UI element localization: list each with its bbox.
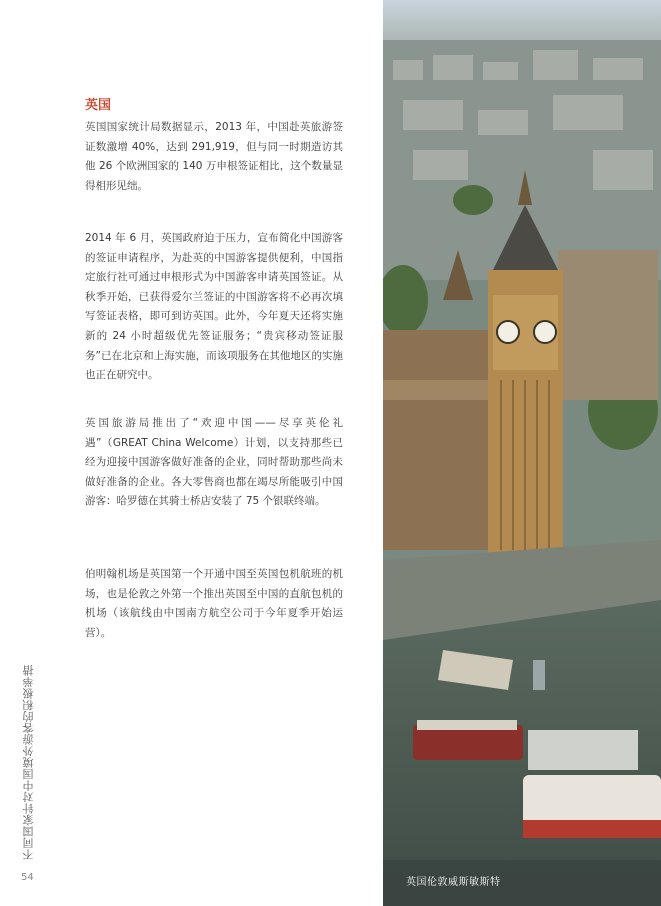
paragraph-birmingham-airport: 伯明翰机场是英国第一个开通中国至英国包机航班的机场，也是伦敦之外第一个推出英国至中国的直航包机的机场（该航线由中国南方航空公司于今年夏季开始运营）。 — [85, 568, 343, 639]
photo-caption: 英国伦敦威斯敏斯特 — [406, 877, 501, 888]
page-number: 54 — [21, 872, 34, 883]
westminster-photo — [383, 0, 661, 906]
paragraph-visa-simplification: 2014 年 6 月，英国政府迫于压力，宣布简化中国游客的签证申请程序，为赴英的中国游客提供便利，中国指定旅行社可通过申根形式为中国游客申请英国签证。从秋季开始，已获得爱尔兰签证的中国游客将不必再次填写签证表格，即可到访英国。此外，今年夏天还将实施新的 24 小时超级优先签证服务；“贵宾移动签证服务”已在北京和上海实施，而该项服务在其他地区的实施也正在研究中。 — [85, 232, 343, 382]
paragraph-great-china-welcome: 英国旅游局推出了“欢迎中国——尽享英伦礼遇”（GREAT China Welcome）计划，以支持那些已经为迎接中国游客做好准备的企业，同时帮助那些尚未做好准备的企业。各大零售商也都在竭尽所能吸引中国游客：哈罗德在其骑士桥店安装了 75 个银联终端。 — [85, 417, 343, 508]
section-heading: 英国 — [85, 98, 112, 113]
paragraph-visa-statistics: 英国国家统计局数据显示，2013 年，中国赴英旅游签证数激增 40%，达到 291,919，但与同一时期造访其他 26 个欧洲国家的 140 万申根签证相比，这个数量显得相形见绌。 — [85, 121, 343, 192]
sidebar-title: 不同国家针对中国境外游客的积极举措 — [22, 664, 35, 860]
westminster-illustration — [383, 0, 661, 906]
